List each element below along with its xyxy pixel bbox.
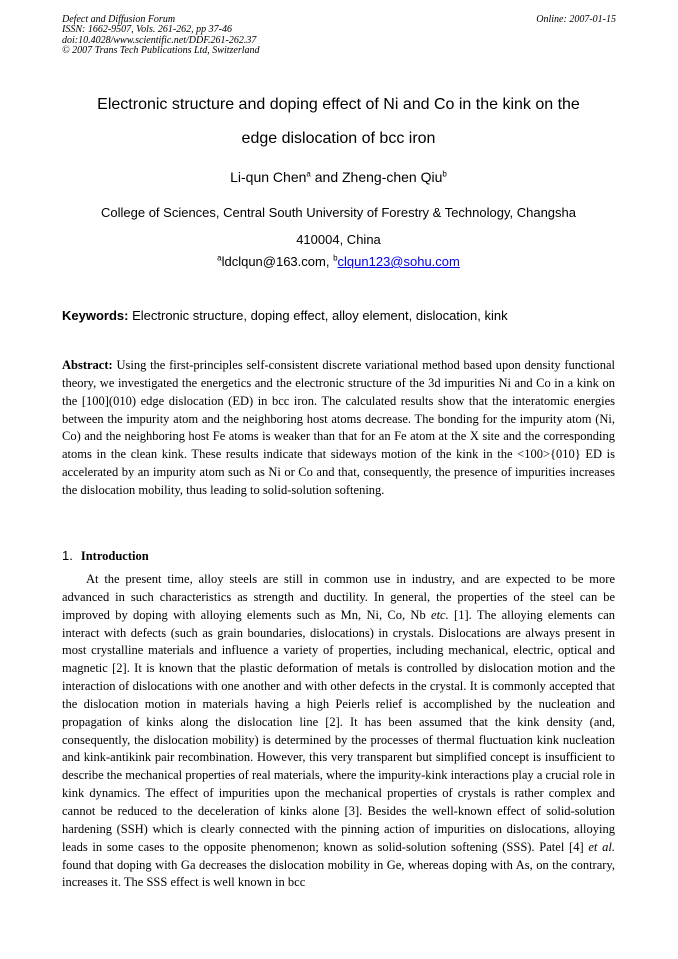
section-heading-introduction: [62, 548, 149, 564]
affiliation-line-2: 410004, China: [296, 232, 381, 247]
author-1: Li-qun Chen: [230, 169, 307, 185]
author-1-affil-mark: a: [306, 169, 311, 179]
intro-text-3: found that doping with Ga decreases the dislocation mobility in Ge, whereas doping with As, on the contrary, increases it. The SSS effect is well known in bcc: [62, 857, 615, 890]
author-2: Zheng-chen Qiu: [342, 169, 443, 185]
email-a: ldclqun@163.com,: [221, 254, 330, 269]
intro-etc: etc.: [431, 607, 449, 622]
introduction-body: [62, 571, 615, 892]
keywords: [62, 308, 615, 323]
copyright-line: © 2007 Trans Tech Publications Ltd, Switzerland: [62, 44, 260, 56]
author-list: [62, 169, 615, 185]
issn-line: ISSN: 1662-9507, Vols. 261-262, pp 37-46: [62, 24, 232, 36]
journal-header: [62, 15, 260, 56]
section-number: 1.: [62, 548, 73, 563]
title-line-1: Electronic structure and doping effect of Ni and Co in the kink on the: [97, 96, 580, 113]
affiliation: [62, 199, 615, 253]
keywords-text: Electronic structure, doping effect, alloy element, dislocation, kink: [132, 308, 508, 323]
author-2-affil-mark: b: [442, 169, 447, 179]
author-connector: and: [310, 169, 342, 185]
email-b-mark: b: [333, 253, 338, 263]
keywords-label: Keywords:: [62, 308, 129, 323]
abstract: [62, 357, 615, 500]
online-date: Online: 2007-01-15: [536, 14, 616, 25]
intro-text-2: [1]. The alloying elements can interact with defects (such as grain boundaries, dislocations) in crystals. Dislocations are always present in most crystalline materials and influence a variety of properties, including mechanical, electric, optical and magnetic [2]. It is known that the plastic deformation of metals is controlled by dislocation motion and the interaction of dislocations with one another and with other defects in the crystal. It is commonly accepted that the dislocation motion in materials having a high Peierls relief is accomplished by the nucleation and propagation of kinks along the dislocation line [2]. It has been assumed that the kink density (and, consequently, the dislocation mobility) is determined by the processes of thermal fluctuation kink nucleation and kink-antikink pair recombination. However, this very transparent but simplified concept is insufficient to describe the mechanical properties of real materials, where the impurity-kink interactions play a crucial role in kink dynamics. The effect of impurities upon the mechanical properties of crystals is rather complex and cannot be reduced to the deceleration of kinks alone [3]. Besides the well-known effect of solid-solution hardening (SSH) which is clearly connected with the pinning action of impurities on dislocations, alloying leads in some cases to the opposite phenomenon; known as solid-solution softening (SSS). Patel [4]: [62, 607, 615, 854]
abstract-label: Abstract:: [62, 358, 113, 372]
email-a-mark: a: [217, 253, 222, 263]
title-line-2: edge dislocation of bcc iron: [241, 130, 436, 147]
doi-line: doi:10.4028/www.scientific.net/DDF.261-262.37: [62, 34, 257, 46]
abstract-text: Using the first-principles self-consistent discrete variational method based upon density functional theory, we investigated the energetics and the electronic structure of the 3d impurities Ni and Co in a kink on the [100](010) edge dislocation (ED) in bcc iron. The calculated results show that the interatomic energies between the impurity atom and the neighboring host atoms decrease. The bonding for the impurity atom (Ni, Co) and the neighboring host Fe atoms is weaker than that for an Fe atom at the X site and the corresponding atoms in the clean kink. These results indicate that sideways motion of the kink in the <100>{010} ED is accelerated by an impurity atom such as Ni or Co and that, consequently, the presence of impurities increases the dislocation mobility, thus leading to solid-solution softening.: [62, 358, 615, 497]
author-emails: [62, 254, 615, 269]
intro-paragraph: [62, 571, 615, 892]
journal-name: Defect and Diffusion Forum: [62, 14, 176, 25]
intro-etal: et al.: [588, 839, 615, 854]
section-title: Introduction: [80, 549, 149, 563]
affiliation-line-1: College of Sciences, Central South University of Forestry & Technology, Changsha: [101, 205, 576, 220]
intro-text-1: At the present time, alloy steels are still in common use in industry, and are expected to be more advanced in such characteristics as strength and ductility. In general, the properties of the steel can be improved by doping with alloying elements such as Mn, Ni, Co, Nb: [62, 572, 615, 622]
paper-title: [62, 88, 615, 156]
email-b-link[interactable]: clqun123@sohu.com: [337, 254, 460, 269]
